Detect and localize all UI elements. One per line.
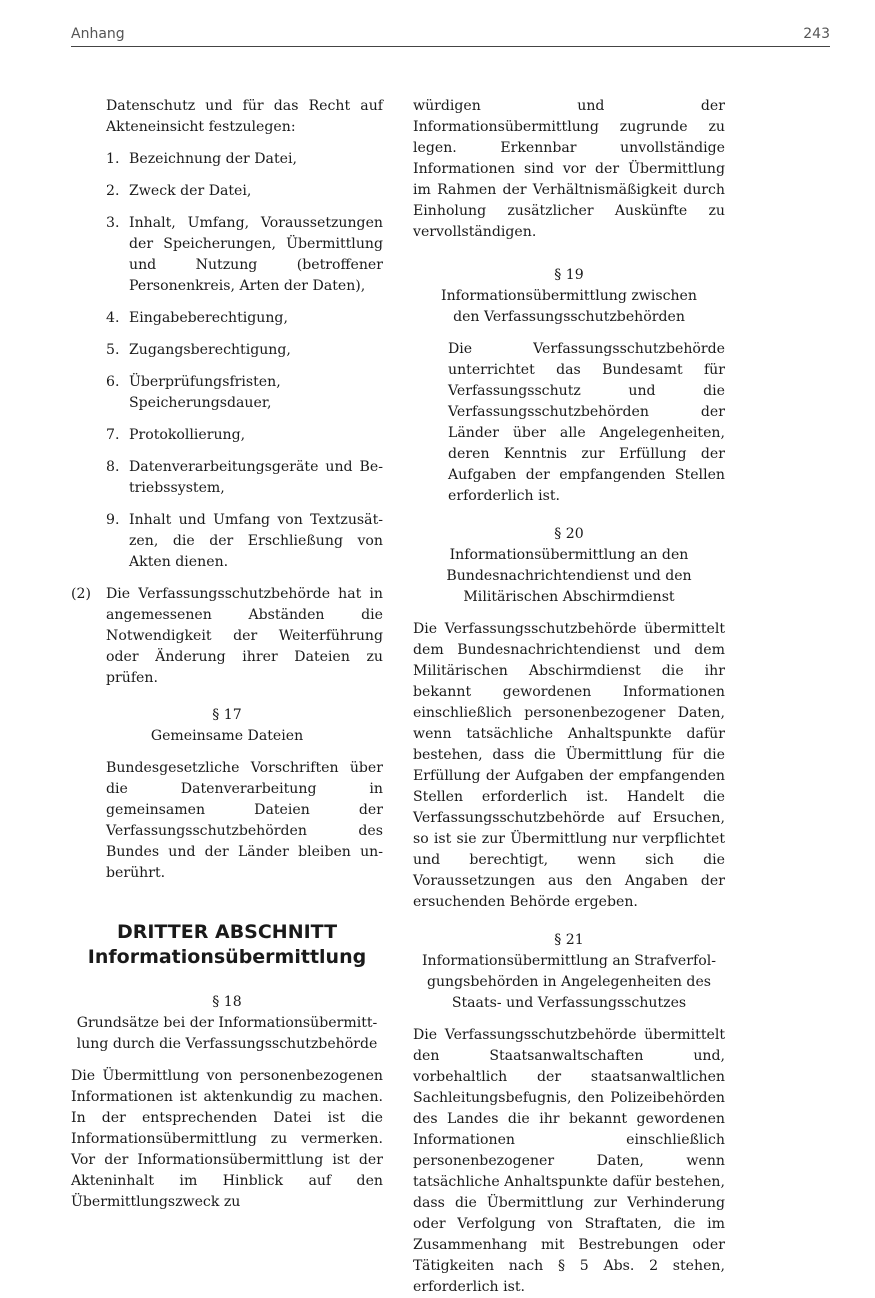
list-item (106, 308, 383, 329)
section-19-heading (413, 265, 725, 328)
chapter-number: DRITTER ABSCHNITT (116, 921, 338, 943)
section-20-text: Die Verfassungsschutzbehörde übermittelt dem Bundesnachrichtendienst und dem Militärischen Abschirmdienst die ihr bekannt gewordenen Informationen einschließlich personenbezogener Daten, wenn tatsächliche Anhaltspunkte dafür bestehen, dass die Übermittlung für die Erfüllung der Aufgaben der empfangenden Stellen erforderlich ist. Handelt die Verfassungsschutzbehörde auf Ersuchen, so ist sie zur Übermittlung nur verpflichtet und berechtigt, wenn sich die Voraussetzungen aus den Angaben der ersuchenden Behörde ergeben. (413, 621, 725, 910)
section-19-text: Die Verfassungsschutzbehörde unterrichtet das Bundesamt für Verfassungsschutz und die Verfassungsschutzbehörden der Länder über alle Angelegenheiten, deren Kenntnis zur Erfüllung der Aufgaben der empfangenden Stellen erforderlich ist. (448, 341, 725, 504)
running-header (71, 20, 830, 47)
list-item (106, 425, 383, 446)
paragraph-2 (71, 584, 383, 689)
section-18-continuation: würdigen und der Informationsübermittlung zugrunde zu legen. Erkennbar unvollständige Informationen sind vor der Übermittlung im Rahmen der Verhältnismäßigkeit durch Einholung zusätzlicher Auskünfte zu vervollständigen. (413, 98, 725, 240)
list-item-number: 1. (106, 151, 120, 167)
paragraph-marker: (2) (71, 586, 91, 602)
list-item (106, 457, 383, 499)
header-section-title: Anhang (71, 26, 125, 42)
section-20-heading (413, 524, 725, 608)
list-item-text: Eingabeberechtigung, (129, 310, 288, 326)
page-number: 243 (803, 26, 830, 42)
section-title-line: gungsbehörden in Angelegenheiten des (426, 974, 712, 990)
list-item-number: 2. (106, 183, 120, 199)
list-item-text: Datenverarbeitungsgeräte und Betriebssystem, (129, 459, 383, 496)
section-title-line: Militärischen Abschirmdienst (463, 589, 675, 605)
section-21-text: Die Verfassungsschutzbehörde übermittelt den Staatsanwaltschaften und, vorbehaltlich der staatsanwaltlichen Sachleitungsbefugnis, den Polizeibehörden des Landes die ihr bekannt gewordenen Informationen einschließlich personenbezogener Daten, wenn tatsächliche Anhaltspunkte dafür bestehen, dass die Übermittlung zur Verhinderung oder Verfolgung von Straftaten, die im Zusammenhang mit Bestrebungen oder Tätigkeiten nach § 5 Abs. 2 stehen, erforderlich ist. (413, 1027, 725, 1295)
section-17-heading (71, 705, 383, 747)
list-item-text: Inhalt, Umfang, Voraussetzungen der Speicherungen, Übermittlung und Nutzung (betroffener Personenkreis, Arten der Daten), (129, 215, 383, 294)
list-item (106, 149, 383, 170)
list-item-number: 4. (106, 310, 120, 326)
list-item-number: 7. (106, 427, 120, 443)
section-number: § 20 (554, 526, 584, 542)
list-item-number: 9. (106, 512, 120, 528)
list-item-text: Protokollierung, (129, 427, 246, 443)
list-item-number: 8. (106, 459, 120, 475)
list-item-number: 6. (106, 374, 120, 390)
list-item-text: Bezeichnung der Datei, (129, 151, 297, 167)
chapter-title: Informationsübermittlung (87, 946, 367, 968)
section-21-heading (413, 930, 725, 1014)
list-item (106, 340, 383, 361)
section-18-text: Die Übermittlung von personenbezogenen Informationen ist aktenkundig zu machen. In der entsprechenden Datei ist die Informationsübermittlung zu vermerken. Vor der Informationsübermittlung ist der Akteninhalt im Hinblick auf den Übermittlungszweck zu (71, 1068, 383, 1210)
list-item-text: Zugangsberechtigung, (129, 342, 291, 358)
list-item-number: 5. (106, 342, 120, 358)
section-number: § 17 (212, 707, 242, 723)
list-item-text: Überprüfungsfristen, Speicherungsdauer, (129, 374, 281, 411)
left-column (71, 96, 383, 1213)
paragraph-2-text: Die Verfassungsschutzbehörde hat in angemessenen Abständen die Notwendigkeit der Weiterführung oder Änderung ihrer Dateien zu prüfen. (106, 586, 383, 686)
section-title-line: Staats- und Verfassungsschutzes (451, 995, 687, 1011)
section-title-line: lung durch die Verfassungsschutzbehörde (76, 1036, 378, 1052)
right-column (413, 96, 725, 1298)
section-18-heading (71, 992, 383, 1055)
list-item-number: 3. (106, 215, 120, 231)
section-title: Gemeinsame Dateien (150, 728, 304, 744)
section-number: § 21 (554, 932, 584, 948)
list-item (106, 213, 383, 297)
section-title-line: Informationsübermittlung an Strafverfol- (421, 953, 716, 969)
section-17-text: Bundesgesetzliche Vorschriften über die Datenverarbeitung in gemeinsamen Dateien der Verfassungsschutzbehörden des Bundes und der Länder bleiben unberührt. (106, 760, 383, 881)
intro-text: Datenschutz und für das Recht auf Akteneinsicht festzulegen: (106, 98, 383, 135)
section-title-line: Bundesnachrichtendienst und den (446, 568, 692, 584)
section-title-line: Informationsübermittlung an den (449, 547, 689, 563)
chapter-heading (71, 920, 383, 970)
file-requirements-list (71, 149, 383, 573)
list-item-text: Inhalt und Umfang von Textzusätzen, die der Erschließung von Akten dienen. (129, 512, 383, 570)
list-item-text: Zweck der Datei, (129, 183, 252, 199)
section-title-line: Informationsübermittlung zwischen (441, 288, 697, 304)
list-item (106, 372, 383, 414)
section-title-line: Grundsätze bei der Informationsübermitt- (76, 1015, 378, 1031)
section-number: § 19 (554, 267, 584, 283)
section-title-line: den Verfassungsschutzbehörden (453, 309, 685, 325)
section-number: § 18 (212, 994, 242, 1010)
list-item (106, 510, 383, 573)
list-item (106, 181, 383, 202)
